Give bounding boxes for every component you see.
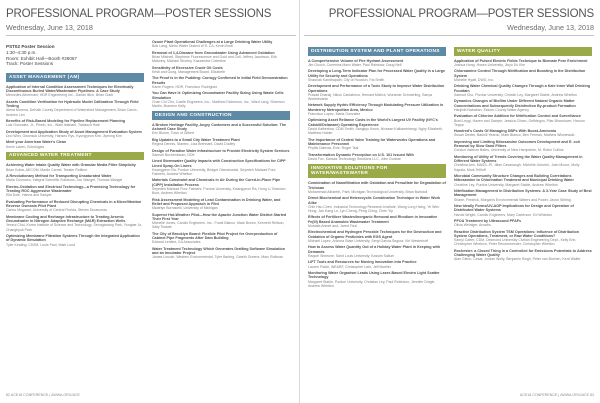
poster-title: Chloroamine Control Through Nitrification and Boosting in the Distribution System: [454, 69, 586, 78]
session-code: PST02 Poster Session: [6, 44, 55, 49]
poster-entry: [308, 181, 446, 194]
poster-authors: James Lincoln, Western Environmental, Tyler Barting, Gareth Greene, Marc Rollman: [152, 255, 283, 260]
poster-title: The Proof is in the Pudding: Corrugy Confirmed In Initial Field Demonstration Results: [152, 76, 288, 85]
poster-authors: Susan Dexter, Bauhill Yeardu, Mark Blanco, Ben Ferman, Mathew Wisniewski: [454, 133, 575, 138]
poster-title: Membrane Cooling and Recharge Infrastructure to Treating Arsenic Groundwater in Nitrogen Adaptive Recharge (MAR) Extraction Wells: [6, 214, 126, 224]
poster-entry: [308, 103, 446, 116]
poster-entry: [308, 59, 446, 68]
poster-title: Combination of Nanofiltration with Oxidation and Persulfate for Degradation of Triclosan: [308, 181, 446, 190]
poster-title: Development and Performance of a Toxic Study to Improve Water Distribution Operations: [308, 84, 445, 93]
poster-title: Application of Pulsed Electric Fields Technique to Biomate Pore Enrichment: [454, 58, 588, 63]
poster-title: You Can Have It: Optimizing Groundwater Facility Sizing Using Waste Cells Simulation: [152, 91, 284, 100]
column-3: [308, 44, 446, 290]
poster-authors: Olivia Weiniger, Arcadis: [454, 223, 491, 228]
section-heading: DISTRIBUTION SYSTEM AND PLANT OPERATIONS: [308, 47, 446, 56]
page-date: Wednesday, June 13, 2018: [6, 23, 93, 32]
poster-entry: [152, 178, 290, 195]
poster-authors: Tyler Keating, CH2M, Louis Paul, Mark Lund: [6, 242, 76, 247]
poster-entry: [6, 100, 144, 117]
poster-authors: Margaret Stable, Purdue University, Christian Ley, Paul Robinson, Jennifer Dingle, Andrew Whelton: [308, 279, 436, 288]
poster-title: Sensitivity of Excessive Crude Oil Costs: [152, 65, 223, 70]
poster-entry: [454, 59, 592, 68]
poster-title: Design of Paradise Water Infrastructure to Provide Electricity System Services: [152, 148, 290, 153]
section-heading: ADVANCED WATER TREATMENT: [6, 152, 144, 161]
poster-entry: [454, 69, 592, 82]
poster-entry: [152, 198, 290, 211]
poster-authors: Shane, Fredrick, Morgan's Environmental Waters and Power, Jaxon Stirling: [454, 197, 571, 202]
right-page: [300, 0, 600, 403]
poster-entry: [308, 196, 446, 213]
poster-authors: Raquel Simeone, Saint Louis University, Kassim Sallum: [308, 254, 395, 259]
poster-title: Direct Biochemical and Heterocyclic Combination Technique in Water Work Alike: [308, 196, 441, 205]
poster-title: Dynamics Changes of Biofilm Under Different Natural Organic Matter Concentrations and Subsequently Disinfection By-product Formation: [454, 99, 576, 108]
poster-entry: [152, 66, 290, 75]
poster-entry: [308, 245, 446, 258]
poster-title: Optimizing Asset Reliance Costs in the World's Largest UV Facility (NYC's Catskill/Delaware) Operating Experience: [308, 118, 438, 127]
poster-title: A Revolutionary Method for Transporting Unsaturated Water: [6, 174, 112, 179]
poster-title: The City of Brooklyn Board: Flexible Pilot Project for Overproduction of Cabinet Pipe Fragments After Dam Building: [152, 231, 278, 241]
poster-authors: Jim Gooch, Cummins Maxx Water, Paul Rainbow, Doug Nell: [308, 62, 402, 67]
poster-title: Monitoring of Utility of Trends Covering the Water Quality Management in Different Water Systems: [454, 154, 583, 164]
poster-authors: Samsuf Cho, Purdue University, Christin Ley, Margaret Stable, Andrew Whelton: [454, 92, 578, 97]
poster-title: Monitoring Water Organism Leads Using Laser-Based Electro Light Scatter Technology: [308, 271, 440, 280]
poster-entry: [6, 140, 144, 149]
page-header: PROFESSIONAL PROGRAM—POSTER SESSIONS: [6, 8, 272, 20]
poster-entry: [454, 155, 592, 172]
poster-title: How to Assess Water Quantity Out of a Holiday Water Plant in Keeping with Demands: [308, 245, 440, 254]
poster-entry: [152, 159, 290, 176]
poster-entry: [308, 118, 446, 135]
poster-authors: Gordon Valence Bates, University of New Hampshire, M. Robin Collins: [454, 148, 564, 153]
poster-authors: Ella Dole, Hanna and Sawyer: [6, 193, 52, 198]
poster-title: Evaluating Performance of Reduced Disrupting Chemicals in a Microfiltration Reverse Osmosis Pilot Plant: [6, 199, 142, 209]
poster-entry: [152, 149, 290, 158]
header-divider: [304, 35, 594, 36]
poster-title: Risk Assessment Modeling of Lead Contamination in Drinking Water, and Relief and Proposed Approach in Flint: [152, 197, 281, 206]
poster-authors: Alan Glenn, Cesar, Jordan Wolly, Benjamin Singh, Peter van Buchen, Kent Walfer: [454, 257, 581, 262]
poster-entry: [6, 130, 144, 139]
poster-title: Rochester: a Closed Thing in a Controlled for Emissions Potentials to Address Challenging Water Quality: [454, 248, 592, 258]
poster-authors: Kevin Laven, Echologics: [6, 144, 45, 149]
poster-title: The Importance of Central Valve Training for Waterworks Operations and Maintenance Personnel: [308, 137, 436, 146]
poster-authors: Christine Ley, Purdue University, Margaret Stable, Andrew Whelton: [454, 182, 558, 187]
poster-title: LIFT Tools and Resources for Moving Innovation into Practice: [308, 260, 417, 265]
poster-authors: Brian Mitchell, Stephens Fluorescence and Gold and Cell, Jeffrey Jacobson, Erik Malonny, Michael Shorley, Kazzandra Colentine: [152, 54, 278, 64]
poster-entry: [454, 174, 592, 187]
poster-authors: Madelyn Bornacelli, University of Michigan: [152, 206, 218, 211]
poster-title: Benefits of Risk-Based Modeling for Pipeline Replacement Planning: [6, 118, 126, 123]
poster-entry: [308, 260, 446, 269]
page-header: PROFESSIONAL PROGRAM—POSTER SESSIONS: [328, 8, 594, 20]
poster-authors: Brad Leygl, Hazen and Sawyer, Jessica Clinan, Gelfdegun, Pilar Bhandover, Haroon Teppa: [454, 118, 585, 127]
poster-title: Network Supply Hydric Efficiency Through Modulating Pressure Utilization in Monterrey Metropolitan Area, Mexico: [308, 103, 444, 112]
poster-entry: [454, 230, 592, 247]
section-heading: DESIGN AND CONSTRUCTION: [152, 111, 290, 120]
page-footer: 82 ACE18 CONFERENCE | AWWA.ORG/ACE: [6, 393, 80, 397]
poster-title: Electrochemical and Hydrogen Peroxide Techniques for the Destruction and Oxidation of Organic Pesticides with EGS Agent: [308, 230, 442, 239]
poster-title: New Ideally Forms/UV-AOP Implications for Design and Operation of Distributed Water Systems: [454, 203, 574, 213]
session-info: [6, 44, 144, 67]
poster-entry: [6, 119, 144, 128]
poster-authors: Kristi and Gung, Management Board, Elizabeth: [152, 69, 226, 74]
poster-entry: [152, 91, 290, 108]
poster-entry: [152, 123, 290, 136]
poster-authors: Mohammad Albareth, Parit, Michigan Technological University, Brian Barkdoll: [308, 189, 428, 194]
poster-authors: Michelle Hyatt, DWG, Inc.: [454, 77, 495, 82]
poster-entry: [308, 84, 446, 101]
poster-entry: [6, 174, 144, 183]
poster-entry: [152, 213, 290, 230]
poster-authors: Mustafa Ahmet and, Jared Fizzi: [308, 224, 358, 229]
poster-title: Materials Constraint and Chemicals in Air During the Cured-in-Place Pipe (CIPP) Installation Process: [152, 178, 281, 187]
poster-title: PFOA Treatment by Ultrasound PFAFs: [454, 218, 522, 223]
poster-authors: Mercedes Alhermain, HDR Engineering Inc., Darlan Illich, Brian Clark: [6, 93, 114, 98]
poster-title: Assets Condition Verification for Hydraulic Model Calibration Through Field Testing: [6, 99, 139, 109]
poster-authors: Phyllis Dabrow, Evie, Roger Tsai: [308, 146, 359, 151]
poster-title: Lined Stormwater Quality Impacts with Construction Specifications for CIPP Lined Spray-On Liners: [152, 159, 286, 168]
poster-authors: Lauren Fickle, WE&RF, Christopher Lahr, Jeff Moeller: [308, 264, 391, 269]
poster-authors: Chan Chi Chu, Castle Engineers, Inc., Matthew Dickerson, Inc., Ward Lang, Sharmon Martin, Brandon Kelly: [152, 99, 285, 109]
poster-authors: Regina Dennis, Stantec, Lisa Brennant, David Dudley: [152, 142, 236, 147]
section-heading: ASSET MANAGEMENT (AM): [6, 73, 144, 82]
poster-entry: [308, 153, 446, 162]
poster-title: Development and Application Study of Asset Management Evaluation System: [6, 129, 142, 134]
poster-entry: [308, 230, 446, 243]
poster-title: Effects of Fertilizer Wastes/Inorganic Removal and Rhodium in Innovative Fe(III) Based Anamobic Wastewater Treatment: [308, 215, 438, 224]
poster-entry: [454, 189, 592, 202]
poster-title: Meet your American Water's Clean: [6, 140, 67, 145]
session-track: Track: Poster Sessions: [6, 61, 54, 67]
poster-entry: [152, 40, 290, 49]
poster-entry: [6, 85, 144, 98]
poster-authors: Maria Cusmano, Integral Scientific Solutions, Jon Wangel, Thomas Wangel: [6, 178, 123, 183]
poster-entry: [152, 247, 290, 260]
poster-title: Microbial Community Structure Changes and Building Correlations Nitrosamine to Chlorination Treatment and Municipal Drinking Water: [454, 173, 574, 183]
poster-entry: [152, 138, 290, 147]
poster-authors: Michael Lopez, Arizona State University, Sergi Garcia-Segura, Kiri Westerhoff: [308, 239, 429, 244]
section-heading: INNOVATIVE SOLUTIONS FOR WATER/WASTEWATER: [308, 164, 446, 178]
header-divider: [6, 35, 296, 36]
poster-authors: Edward Lentine, KA Associates: [152, 240, 201, 245]
poster-entry: [454, 99, 592, 112]
session-time: 1:30–4:30 p.m.: [6, 49, 37, 55]
poster-authors: Joshua Hong, Hoseo University, Jinyo Eo Kim: [454, 62, 526, 67]
poster-title: Optimizing Membrane Filtration Systems Through the Integrated Application of Dynamic Simulation: [6, 233, 140, 243]
poster-entry: [308, 69, 446, 82]
poster-title: Hundred's Costs Of Managing DBPs With Boost-Ammonia: [454, 129, 557, 134]
poster-authors: Harold Wright, Carollo Engineers, Mary Carterson, Ed Wheldon: [454, 212, 553, 217]
poster-entry: [152, 232, 290, 245]
column-4: [454, 44, 592, 264]
poster-entry: [454, 129, 592, 138]
poster-title: Removal of 1,4-Dioxane from Groundwater Using Advanced Oxidation: [152, 50, 275, 55]
poster-entry: [454, 219, 592, 228]
poster-authors: Kwangyeon Ra, Purdue University, Bridget Osendowski, Seyedeh Mahzad Pour Fatmehr, Andrew Whelton: [152, 167, 276, 176]
poster-authors: Bob Lang, Metro Water District of S. CA, Kevin Broit: [152, 44, 233, 49]
poster-title: Electro-Oxidation and Electrical Technology—a Promising Technology for Treating ROC Aggressive Wastewater: [6, 184, 136, 194]
poster-entry: [454, 249, 592, 262]
session-room: Room: Exhibit Hall—Booth #26067: [6, 55, 77, 61]
poster-title: Ozone Plant Operational Challenges at a Large Drinking Water Utility: [152, 40, 273, 44]
poster-authors: Prasad Dhanaj, Nikos Cantabrica, Hemant Mishra, Woramer Schmerling, Sanya Worlelevanin: [308, 92, 433, 102]
column-1: [6, 44, 144, 249]
poster-authors: Eric Bloom, Town of Gilbert: [152, 131, 195, 136]
poster-entry: [308, 138, 446, 151]
poster-title: Developing a Long-Term Indicator Plan for Processed Water Quality in a Large Utility for Security and Operations: [308, 69, 446, 78]
poster-title: Evaluation of Chlorine Addition for Nitrification Control and Surveillance: [454, 114, 581, 119]
poster-title: Nitrification Management in Distribution Systems: A 3-Year Case Study of Best Management: [454, 188, 592, 198]
poster-entry: [6, 215, 144, 232]
poster-entry: [152, 76, 290, 89]
poster-entry: [454, 140, 592, 153]
poster-entry: [152, 51, 290, 64]
poster-title: A Broken Heritage Facility, Angry Customers and a Successful Solution: The Ashwell Case Study: [152, 122, 287, 132]
poster-entry: [308, 271, 446, 288]
poster-title: Application of Internal Condition Assessment Techniques for Electrically Discontinuous Buried Water/Wastewater Pipelines: A Case Study: [6, 84, 134, 94]
poster-authors: Samyi Carter, CDM, Desmond University Civilian Engineering Dept., Kelly Erin, Christopher Whelson, Peter Recommender, Christopher Whelton: [454, 238, 577, 247]
page-footer: ACE18 CONFERENCE | AWWA.ORG/ACE 83: [519, 393, 594, 397]
poster-authors: Alena Morena, DeKalb County Department of Watershed Management, Brian Carcix, Andrew Lim: [6, 108, 138, 117]
poster-entry: [6, 234, 144, 247]
poster-entry: [6, 200, 144, 213]
poster-entry: [308, 215, 446, 228]
poster-title: Big Updates to a Small City Water Treatment Plant: [152, 137, 240, 142]
column-2: [152, 40, 290, 262]
poster-entry: [6, 185, 144, 198]
poster-entry: [454, 84, 592, 97]
poster-authors: Hanjinki Nababan, Eskom County Water Agency: [454, 107, 529, 112]
poster-authors: Karen Rogers, HDR, Francisco Rodriguez: [152, 84, 218, 89]
poster-authors: David Fox, Kansas Technology Solutions LLC, John Dunbar: [308, 156, 401, 161]
poster-authors: Brian Kollar, AECOM, Martin Carnel, Tessler Roilleur: [6, 167, 88, 172]
poster-entry: [454, 114, 592, 127]
poster-title: Improving and Limiting Nitrosamine Outcomes Development and E. coli Removal by Slow Sand Filters: [454, 139, 580, 149]
section-heading: WATER QUALITY: [454, 47, 592, 56]
poster-authors: Francisco Lopez, Maria Gonzalez: [308, 112, 361, 117]
page-date: Wednesday, June 13, 2018: [507, 23, 594, 32]
poster-title: A Comprehensive Volume of Fire Hydrant Assessment: [308, 58, 404, 63]
poster-title: Drinking Water Chemical Quality Changes Through a Kale Inner Wall Drinking Fountain: [454, 84, 590, 93]
poster-authors: Michelle Jones, Carollo Engineers, Inc., Frank Blanco, Mark Brown, Kenneth Reitson, Sally Tisdale: [152, 221, 285, 230]
poster-title: Transformation Dynamic Perception on U.S. 161 Issued With: [308, 152, 414, 157]
poster-authors: Carlos Mogaran, University of Central Florida, Steven Duranceau: [6, 208, 107, 213]
poster-authors: Yeseul Choi, Korea Institute of Science and Technology, Seongkwang Park, Yongtae Jo, Changhyuk Park: [6, 223, 143, 232]
poster-authors: Seyedeh Mahzad Pour Fatmehr, Purdue University, Kwangyeon Ra, Hong Li, Brandon Boor, Andrew Whelton: [152, 186, 286, 196]
poster-authors: David Kalbertina, CDM Smith, Sangkyu Kwon, Nivasan Kalkambhangi, Ngiry Elizabeth, Matthew Holder: [308, 127, 444, 136]
poster-title: Achieving Water Intake Quality Water with Granular Media Filter Simplicity: [6, 163, 136, 168]
poster-authors: Luis Gonzalez, Jr., Pinelo, Inc., Wahl Isfahani, Tobiasch Hole: [6, 123, 100, 128]
poster-title: Reactive Distribution System TSM Operations: Influence of Distribution System Operations, Treatment, or Raw Water Conditions?: [454, 229, 579, 238]
poster-authors: Shaunak Kandhapath, City of Houston, Fai Smith: [308, 77, 385, 82]
poster-entry: [6, 163, 144, 172]
poster-authors: Chih Hsu Chen, Industrial Technology Research Institute, Wang Long Hsing, Ye Wen Hung, Jan Kang Lo, Lyn Cheng, Peng Ching, Chen Yip: [308, 204, 440, 214]
poster-title: Water Treatment Technology Which Generates Drafting Software Simulation and an Incubator Project: [152, 246, 285, 256]
poster-authors: Christina Ann, MASS.-PI, Jillan Cavanaugh, Michelle Ukevich, Josh Moore, Molly Kapala, Mark Tefiloff: [454, 163, 580, 172]
poster-authors: Samuel Buchenbaum, DDK: [152, 152, 195, 157]
poster-authors: Doo Won, Gwonsuk University, Hanseo Ryu, Kyungyeon Kim, Jiyeong Kim: [6, 133, 122, 138]
poster-entry: [454, 204, 592, 217]
poster-title: Superior Hot-Weather Pilot—How the Apache Junction Water District Started Their First Year: [152, 212, 287, 221]
